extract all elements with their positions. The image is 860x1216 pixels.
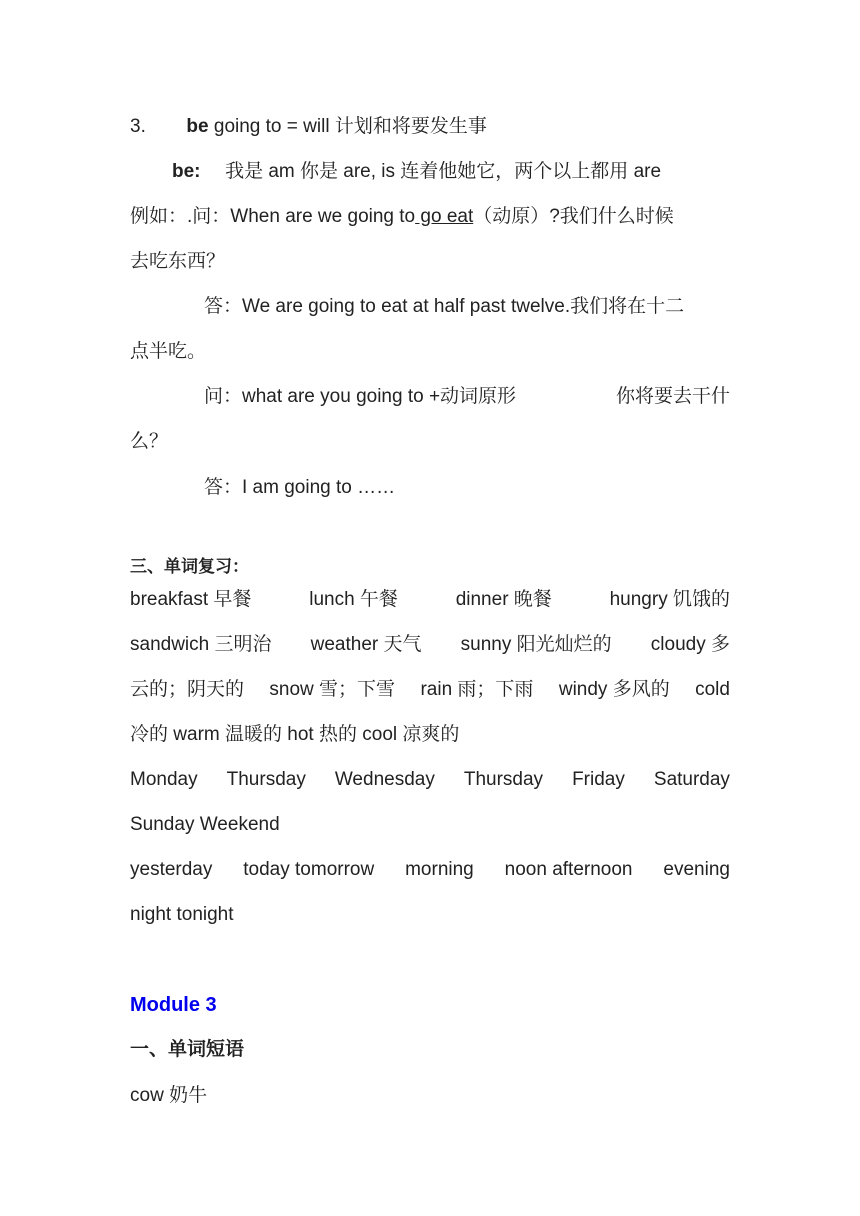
be-rule xyxy=(172,160,732,184)
vocab-row: breakfast 早餐 lunch 午餐 dinner 晚餐 hungry 饥饿的 xyxy=(130,589,730,610)
be-rule-label: be: xyxy=(172,161,201,182)
vocab-row-time-cont: night tonight xyxy=(130,904,234,925)
example-answer-line1: 答：We are going to eat at half past twelve.我们将在十二 xyxy=(204,296,685,317)
answer2: 答：I am going to …… xyxy=(204,477,396,498)
rule-be-going-to xyxy=(130,115,730,139)
rule-text: going to = will 计划和将要发生事 xyxy=(208,116,487,137)
item-number: 3. xyxy=(130,116,146,137)
vocab-row-weekdays-cont: Sunday Weekend xyxy=(130,814,280,835)
question2-line2: 么？ xyxy=(130,431,169,452)
module-subheading: 一、单词短语 xyxy=(130,1039,245,1060)
module-first-word: cow 奶牛 xyxy=(130,1085,208,1106)
example-question-line1: 例如：.问：When are we going to go eat（动原）?我们什么时候 xyxy=(130,206,674,227)
vocab-heading: 三、单词复习： xyxy=(130,557,249,576)
module-title: Module 3 xyxy=(130,994,217,1016)
vocab-row-time: yesterday today tomorrow morning noon afternoon evening xyxy=(130,859,730,880)
vocab-row: 冷的 warm 温暖的 hot 热的 cool 凉爽的 xyxy=(130,724,460,745)
vocab-row: 云的；阴天的 snow 雪；下雪 rain 雨；下雨 windy 多风的 cold xyxy=(130,679,730,700)
vocab-row: sandwich 三明治 weather 天气 sunny 阳光灿烂的 cloudy 多 xyxy=(130,634,730,655)
example-question-line2: 去吃东西？ xyxy=(130,251,226,272)
underlined-phrase: go eat xyxy=(415,206,474,227)
vocab-row-weekdays: Monday Thursday Wednesday Thursday Friday Saturday xyxy=(130,769,730,790)
keyword-be: be xyxy=(186,116,209,137)
be-rule-text: 我是 am 你是 are, is 连着他她它，两个以上都用 are xyxy=(225,161,662,182)
question2-line1: 问：what are you going to +动词原形 你将要去干什 xyxy=(204,386,730,407)
example-answer-line2: 点半吃。 xyxy=(130,341,207,362)
